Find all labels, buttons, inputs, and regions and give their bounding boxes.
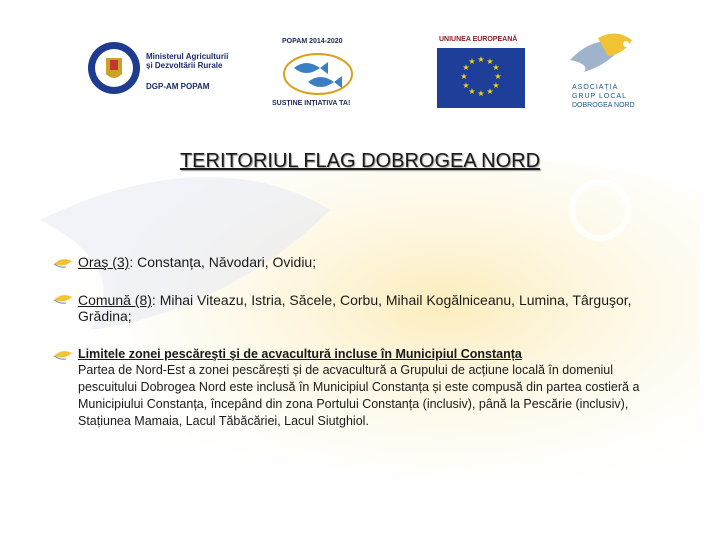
eu-caption: UNIUNEA EUROPEANĂ (439, 36, 518, 43)
gov-ministry-logo (86, 30, 236, 110)
svg-text:★: ★ (460, 72, 468, 81)
item-label: Oraş (3) (78, 254, 130, 270)
item-sep: : (129, 254, 138, 270)
dgp-label: DGP-AM POPAM (146, 82, 210, 91)
item-label: Comună (8) (78, 292, 152, 308)
svg-text:★: ★ (492, 63, 500, 72)
fish-logo-icon (564, 30, 636, 82)
item-label: Limitele zonei pescăreşti şi de acvacultură incluse în Municipiul Constanța (78, 347, 522, 361)
item-sep: : (151, 292, 160, 308)
page-title: TERITORIUL FLAG DOBROGEA NORD (179, 150, 541, 172)
item-text: Partea de Nord-Est a zonei pescărești și de acvacultură a Grupului de acțiune locală în domeniul pescuitului Dobrogea Nord este inclusă în Municipiul Constanța și este compusă din partea costieră a Municipiului Constanța, începând din zona Portului Constanța (inclusiv), până la Pescărie (inclusiv), Stațiunea Mamaia, Lacul Tăbăcăriei, Lacul Siutghiol. (78, 363, 640, 428)
bullet-fish-icon (52, 348, 74, 362)
svg-text:★: ★ (492, 81, 500, 90)
item-text: Mihai Viteazu, Istria, Săcele, Corbu, Mihail Kogălniceanu, Lumina, Târguşor, Grădina; (78, 292, 632, 324)
flag-association-logo (560, 30, 640, 114)
ministry-line1: Ministerul Agriculturii (146, 52, 229, 61)
svg-text:★: ★ (494, 72, 502, 81)
bullet-fish-icon (52, 292, 74, 306)
flag-line2: GRUP LOCAL (572, 93, 627, 100)
svg-text:★: ★ (477, 55, 485, 64)
svg-text:★: ★ (486, 57, 494, 66)
flag-line1: ASOCIAȚIA (572, 84, 619, 91)
list-item-comuna (78, 292, 668, 324)
ministry-line2: și Dezvoltării Rurale (146, 61, 223, 70)
eu-logo (437, 36, 527, 108)
popam-top-label: POPAM 2014-2020 (282, 38, 343, 45)
fish-icon (280, 50, 356, 98)
list-item-oras (78, 254, 668, 270)
svg-text:★: ★ (477, 89, 485, 98)
popam-logo (268, 30, 368, 110)
svg-text:★: ★ (468, 87, 476, 96)
svg-text:★: ★ (462, 63, 470, 72)
svg-text:★: ★ (486, 87, 494, 96)
flag-line3: DOBROGEA NORD (572, 102, 635, 109)
svg-text:★: ★ (462, 81, 470, 90)
svg-text:★: ★ (468, 57, 476, 66)
eu-flag-icon (437, 48, 525, 108)
bullet-fish-icon (52, 256, 74, 270)
item-text: Constanța, Năvodari, Ovidiu; (137, 254, 317, 270)
popam-slogan: SUSȚINE INȚIATIVA TA! (272, 100, 351, 107)
gov-crest-icon (86, 30, 142, 108)
list-item-limite (78, 346, 668, 430)
